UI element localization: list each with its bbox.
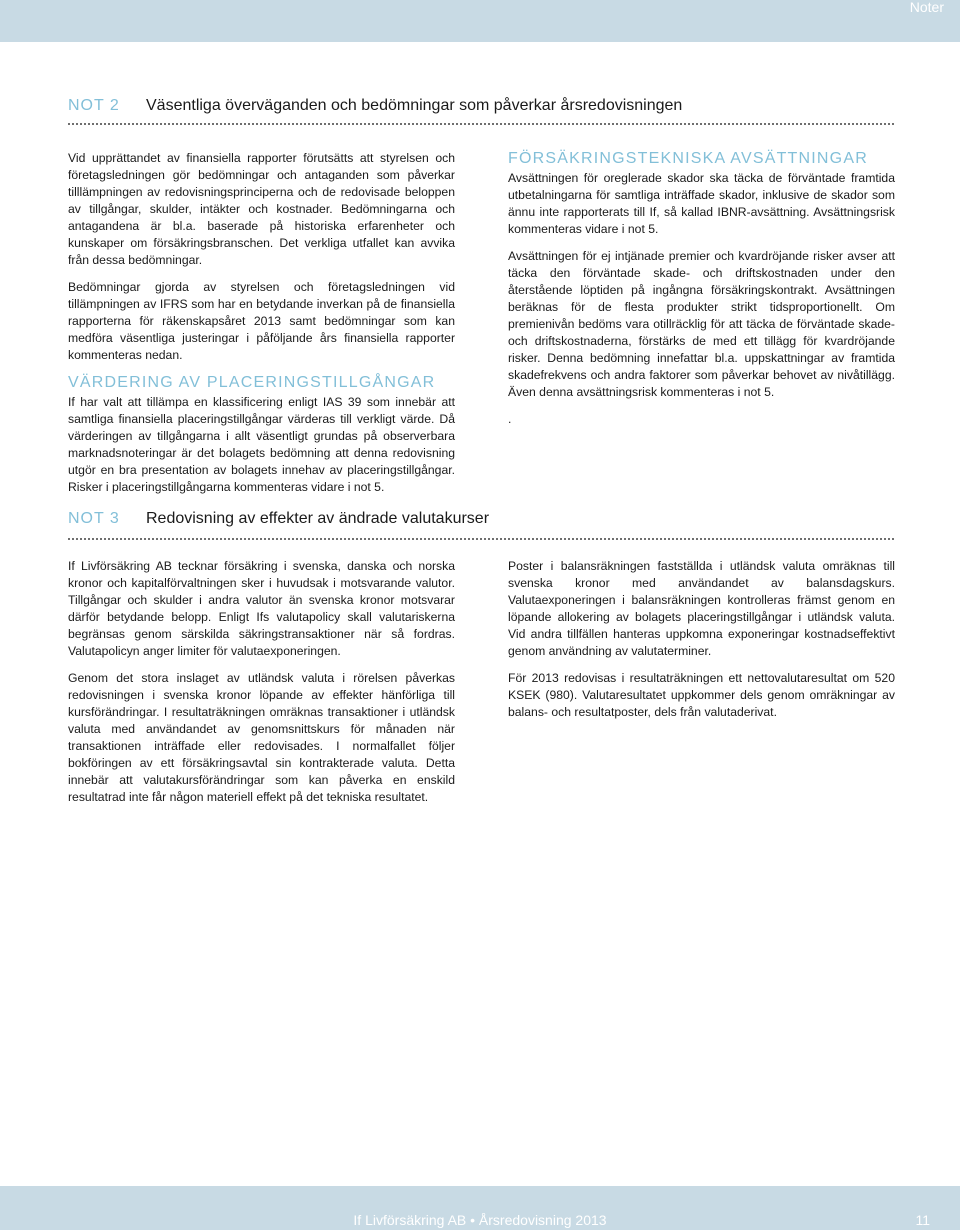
paragraph: If har valt att tillämpa en klassificering enligt IAS 39 som innebär att samtliga finansiella placeringstillgångar värderas till verkligt värde. Då värderingen av tillgångarna i allt väsentligt grundas på observerbara marknadsnoteringar är det bolagets bedömning att denna redovisning utgör en bra presentation av bolagets innehav av placeringstillgångar. Risker i placeringstillgångarna kommenteras vidare i not 5. <box>68 395 455 494</box>
paragraph: Vid upprättandet av finansiella rapporter förutsätts att styrelsen och företagsledningen gör bedömningar och antaganden som påverkar tilllämpningen av redovisningsprinciperna och de redovisade beloppen av tillgångar, skulder, intäkter och kostnader. Bedömningarna och antagandena är bl.a. baserade på historiska erfarenheter och kunskaper om försäkringsbranschen. Det verkliga utfallet kan avvika från dessa bedömningar. <box>68 151 455 267</box>
note3-right-column <box>508 558 895 731</box>
note3-title: Redovisning av effekter av ändrade valutakurser <box>146 510 490 527</box>
page-number: 11 <box>915 1212 930 1228</box>
subheading-valuation: VÄRDERING AV PLACERINGSTILLGÅNGAR <box>68 374 436 391</box>
paragraph: Genom det stora inslaget av utländsk valuta i rörelsen påverkas redovisningen i svenska kronor löpande av effekter hänförliga till kursförändringar. I resultaträkningen omräknas transaktioner i utländsk valuta med användandet av genomsnittskurs för månaden när transaktionen inträffade eller redovisades. I normalfallet följer bokföringen av ett försäkringsavtal sin kontrakterade valuta. Detta innebär att valutakursförändringar som kan påverka en enskild resultatrad inte får någon materiell effekt på det tekniska resultatet. <box>68 671 455 804</box>
note3-left-column <box>68 558 455 816</box>
paragraph: Bedömningar gjorda av styrelsen och företagsledningen vid tillämpningen av IFRS som har en betydande inverkan på de finansiella rapporterna för räkenskapsåret 2013 samt bedömningar som kan medföra väsentliga justeringar i påföljande års finansiella rapporter kommenteras nedan. <box>68 280 455 362</box>
footer-band <box>0 1186 960 1230</box>
paragraph: . <box>508 412 512 426</box>
paragraph: För 2013 redovisas i resultaträkningen ett nettovalutaresultat om 520 KSEK (980). Valutaresultatet uppkommer dels genom omräkningar av balans- och resultatposter, dels från valutaderivat. <box>508 671 895 719</box>
note2-title: Väsentliga överväganden och bedömningar som påverkar årsredovisningen <box>146 97 683 114</box>
top-banner <box>0 0 960 42</box>
dotted-divider <box>68 123 894 125</box>
paragraph: Avsättningen för ej intjänade premier och kvardröjande risker avser att täcka den förväntade skade- och driftskostnaden under den återstående löptiden på ingångna försäkringskontrakt. Avsättningen beräknas för de flesta produkter strikt tidsproportionellt. Om premienivån bedöms vara otillräcklig för att täcka de förväntade skade- och driftskostnaderna, förstärks de med ett tillägg för kvardröjande risker. Denna bedömning innefattar bl.a. uppskattningar av framtida skadefrekvens och andra faktorer som påverkar behovet av nivåtillägg. Även denna avsättningsrisk kommenteras i not 5. <box>508 249 895 399</box>
note2-number: NOT 2 <box>68 97 120 114</box>
note2-left-column <box>68 150 455 506</box>
subheading-technical-provisions: FÖRSÄKRINGSTEKNISKA AVSÄTTNINGAR <box>508 150 868 167</box>
paragraph: Poster i balansräkningen fastställda i utländsk valuta omräknas till svenska kronor med användandet av balansdagskurs. Valutaexponeringen i balansräkningen kontrolleras främst genom en löpande allokering av bolagets placeringstillgångar i utländsk valuta. Vid andra tillfällen hanteras uppkomna exponeringar kostnadseffektivt genom användning av valutaterminer. <box>508 559 895 658</box>
paragraph: If Livförsäkring AB tecknar försäkring i svenska, danska och norska kronor och kapitalförvaltningen sker i huvudsak i motsvarande valutor. Tillgångar och skulder i andra valutor än svenska kronor motsvarar därför betydande belopp. Enligt Ifs valutapolicy skall valutariskerna begränsas genom särskilda säkringstransaktioner när så fordras. Valutapolicyn anger limiter för valutaexponeringen. <box>68 559 455 658</box>
note2-right-column <box>508 150 895 438</box>
note3-number: NOT 3 <box>68 510 120 527</box>
section-label: Noter <box>909 0 944 15</box>
paragraph: Avsättningen för oreglerade skador ska täcka de förväntade framtida utbetalningarna för samtliga inträffade skador, inklusive de skador som ännu inte rapporterats till If, så kallad IBNR-avsättning. Avsättningsrisk kommenteras vidare i not 5. <box>508 171 895 236</box>
dotted-divider <box>68 538 894 540</box>
footer-text: If Livförsäkring AB • Årsredovisning 2013 <box>353 1212 607 1228</box>
